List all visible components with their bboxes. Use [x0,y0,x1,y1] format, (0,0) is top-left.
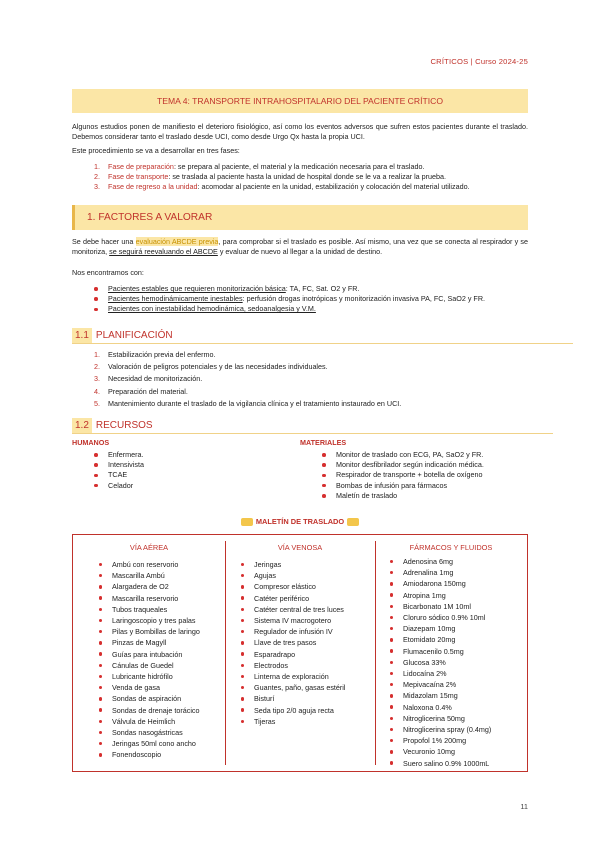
item-number: 4. [94,386,100,396]
humanos-label: HUMANOS [72,438,110,447]
farmacos-list [390,556,491,769]
list-item: Respirador de transporte + botella de oxígeno [322,470,484,480]
list-item: Lidocaína 2% [390,668,491,679]
list-item: Mascarilla reservorio [99,593,200,604]
column-title: FÁRMACOS Y FLUIDOS [409,543,493,552]
list-item: Flumacenilo 0.5mg [390,646,491,657]
list-item: Naloxona 0.4% [390,702,491,713]
list-item: Alargadera de O2 [99,581,200,592]
list-item: Jeringas 50ml cono ancho [99,738,200,749]
list-item [94,361,401,373]
list-item: Mepivacaína 2% [390,679,491,690]
list-item: Sondas de aspiración [99,693,200,704]
via-aerea-column [73,535,225,771]
text-run: Se debe hacer una [72,237,136,246]
maletin-heading [72,517,528,526]
text-run: y evaluar de nuevo al llegar a la unidad de destino. [217,247,383,256]
materiales-label: MATERIALES [300,438,347,447]
patient-type: Pacientes hemodinámicamente inestables [108,294,243,304]
item-number: 1. [94,350,100,359]
column-title: VÍA VENOSA [277,543,323,552]
list-item: Bombas de infusión para fármacos [322,481,484,491]
eyes-icon [241,518,253,526]
list-item: Ambú con reservorio [99,559,200,570]
materiales-list [322,450,484,501]
list-item: Monitor desfibrilador según indicación médica. [322,460,484,470]
list-item: Pinzas de Magyll [99,637,200,648]
item-number: 5. [94,398,100,408]
course-header: CRÍTICOS | Curso 2024-25 [430,57,528,66]
patient-detail: : TA, FC, Sat. O2 y FR. [285,284,360,293]
eyes-icon [347,518,359,526]
list-item: Vecuronio 10mg [390,746,491,757]
page-title: TEMA 4: TRANSPORTE INTRAHOSPITALARIO DEL PACIENTE CRÍTICO [72,89,528,113]
phase-number: 1. [94,162,100,171]
item-number: 3. [94,374,100,384]
subsection-number: 1.1 [72,328,92,344]
phase-item [94,182,524,192]
list-item [94,294,485,304]
list-item [94,304,485,314]
section-heading-factores: 1. FACTORES A VALORAR [72,205,528,230]
patients-lead: Nos encontramos con: [72,268,144,277]
patient-types-list [94,284,485,315]
list-item: Fonendoscopio [99,749,200,760]
list-item: Agujas [241,570,346,581]
list-item: Etomidato 20mg [390,634,491,645]
phase-number: 2. [94,172,100,181]
humanos-list [94,450,144,491]
list-item: Jeringas [241,559,346,570]
list-item: Pilas y Bombillas de laringo [99,626,200,637]
list-item: Monitor de traslado con ECG, PA, SaO2 y FR. [322,450,484,460]
subsection-title: PLANIFICACIÓN [95,330,173,341]
page-number: 11 [520,802,528,811]
underlined-reevaluate: se seguirá reevaluando el ABCDE [109,247,218,256]
list-item: Propofol 1% 200mg [390,735,491,746]
list-item: Laringoscopio y tres palas [99,615,200,626]
list-item: Catéter periférico [241,593,346,604]
list-item [94,349,401,361]
phase-text: : se prepara al paciente, el material y la medicación necesaria para el traslado. [173,162,425,171]
patient-type: Pacientes estables que requieren monitorización básica [108,284,286,293]
subsection-heading-recursos [72,418,153,434]
item-text: Valoración de peligros potenciales y de las necesidades individuales. [108,362,328,372]
list-item: Lubricante hidrófilo [99,671,200,682]
factores-paragraph [72,237,528,257]
list-item: TCAE [94,470,144,480]
planning-list [94,349,401,410]
subsection-heading-planificacion [72,328,173,344]
list-item: Atropina 1mg [390,590,491,601]
list-item: Esparadrapo [241,649,346,660]
via-venosa-column [225,535,375,771]
list-item: Glucosa 33% [390,657,491,668]
farmacos-column [375,535,527,771]
list-item [94,398,401,410]
list-item: Guías para intubación [99,649,200,660]
list-item: Catéter central de tres luces [241,604,346,615]
list-item: Bicarbonato 1M 10ml [390,601,491,612]
intro-paragraph: Algunos estudios ponen de manifiesto el deterioro fisiológico, así como los eventos adversos que sufren estos pacientes durante el traslado. Debemos considerar tanto el traslado desde UCI, como desde Urgo Qx hasta la propia UCI. [72,122,528,141]
list-item [94,284,485,294]
list-item: Linterna de exploración [241,671,346,682]
list-item: Maletín de traslado [322,491,484,501]
phase-name: Fase de preparación [108,162,174,171]
phase-name: Fase de transporte [108,172,169,181]
list-item [94,386,401,398]
list-item: Celador [94,481,144,491]
text-run: , para comprobar si el traslado es posible. Así mismo, una vez que se conecta al respirador y se monitoriza, [72,237,528,256]
phases-list [94,162,524,192]
patient-type: Pacientes con inestabilidad hemodinámica, sedoanalgesia y V.M. [108,304,316,314]
list-item [94,373,401,385]
via-aerea-list [99,559,200,761]
subsection-title: RECURSOS [95,420,153,431]
list-item: Cánulas de Guedel [99,660,200,671]
list-item: Seda tipo 2/0 aguja recta [241,705,346,716]
list-item: Venda de gasa [99,682,200,693]
list-item: Compresor elástico [241,581,346,592]
list-item: Enfermera. [94,450,144,460]
list-item: Adrenalina 1mg [390,567,491,578]
list-item: Llave de tres pasos [241,637,346,648]
list-item: Sistema IV macrogotero [241,615,346,626]
intro-phases-lead: Este procedimiento se va a desarrollar en tres fases: [72,146,240,155]
item-text: Estabilización previa del enfermo. [108,350,216,359]
list-item: Bisturí [241,693,346,704]
phase-name: Fase de regreso a la unidad [108,182,198,191]
list-item: Sondas de drenaje torácico [99,705,200,716]
phase-number: 3. [94,182,100,191]
maletin-title-text: MALETÍN DE TRASLADO [255,517,345,526]
phase-text: : acomodar al paciente en la unidad, estabilización y colocación del material utilizado. [197,182,470,191]
list-item: Guantes, paño, gasas estéril [241,682,346,693]
column-title: VÍA AÉREA [129,543,169,552]
patient-detail: : perfusión drogas inotrópicas y monitorización invasiva PA, FC, SaO2 y FR. [242,294,486,304]
list-item: Nitroglicerina spray (0.4mg) [390,724,491,735]
list-item: Adenosina 6mg [390,556,491,567]
list-item: Sondas nasogástricas [99,727,200,738]
list-item: Mascarilla Ambú [99,570,200,581]
list-item: Regulador de infusión IV [241,626,346,637]
list-item: Válvula de Heimlich [99,716,200,727]
list-item: Midazolam 15mg [390,690,491,701]
via-venosa-list [241,559,346,727]
list-item: Cloruro sódico 0.9% 10ml [390,612,491,623]
list-item: Tubos traqueales [99,604,200,615]
phase-item [94,172,524,182]
highlight-abcde: evaluación ABCDE previa [135,237,219,246]
subsection-number: 1.2 [72,418,92,434]
item-text: Mantenimiento durante el traslado de la vigilancia clínica y el tratamiento instaurado en UCI. [108,398,402,408]
item-text: Preparación del material. [108,386,188,396]
phase-item [94,162,524,172]
list-item: Suero salino 0.9% 1000mL [390,758,491,769]
maletin-box [72,534,528,772]
list-item: Intensivista [94,460,144,470]
list-item: Electrodos [241,660,346,671]
item-text: Necesidad de monitorización. [108,374,203,384]
list-item: Diazepam 10mg [390,623,491,634]
phase-text: : se traslada al paciente hasta la unidad de hospital donde se le va a realizar la prueba. [168,172,447,181]
list-item: Tijeras [241,716,346,727]
list-item: Amiodarona 150mg [390,578,491,589]
list-item: Nitroglicerina 50mg [390,713,491,724]
item-number: 2. [94,362,100,372]
